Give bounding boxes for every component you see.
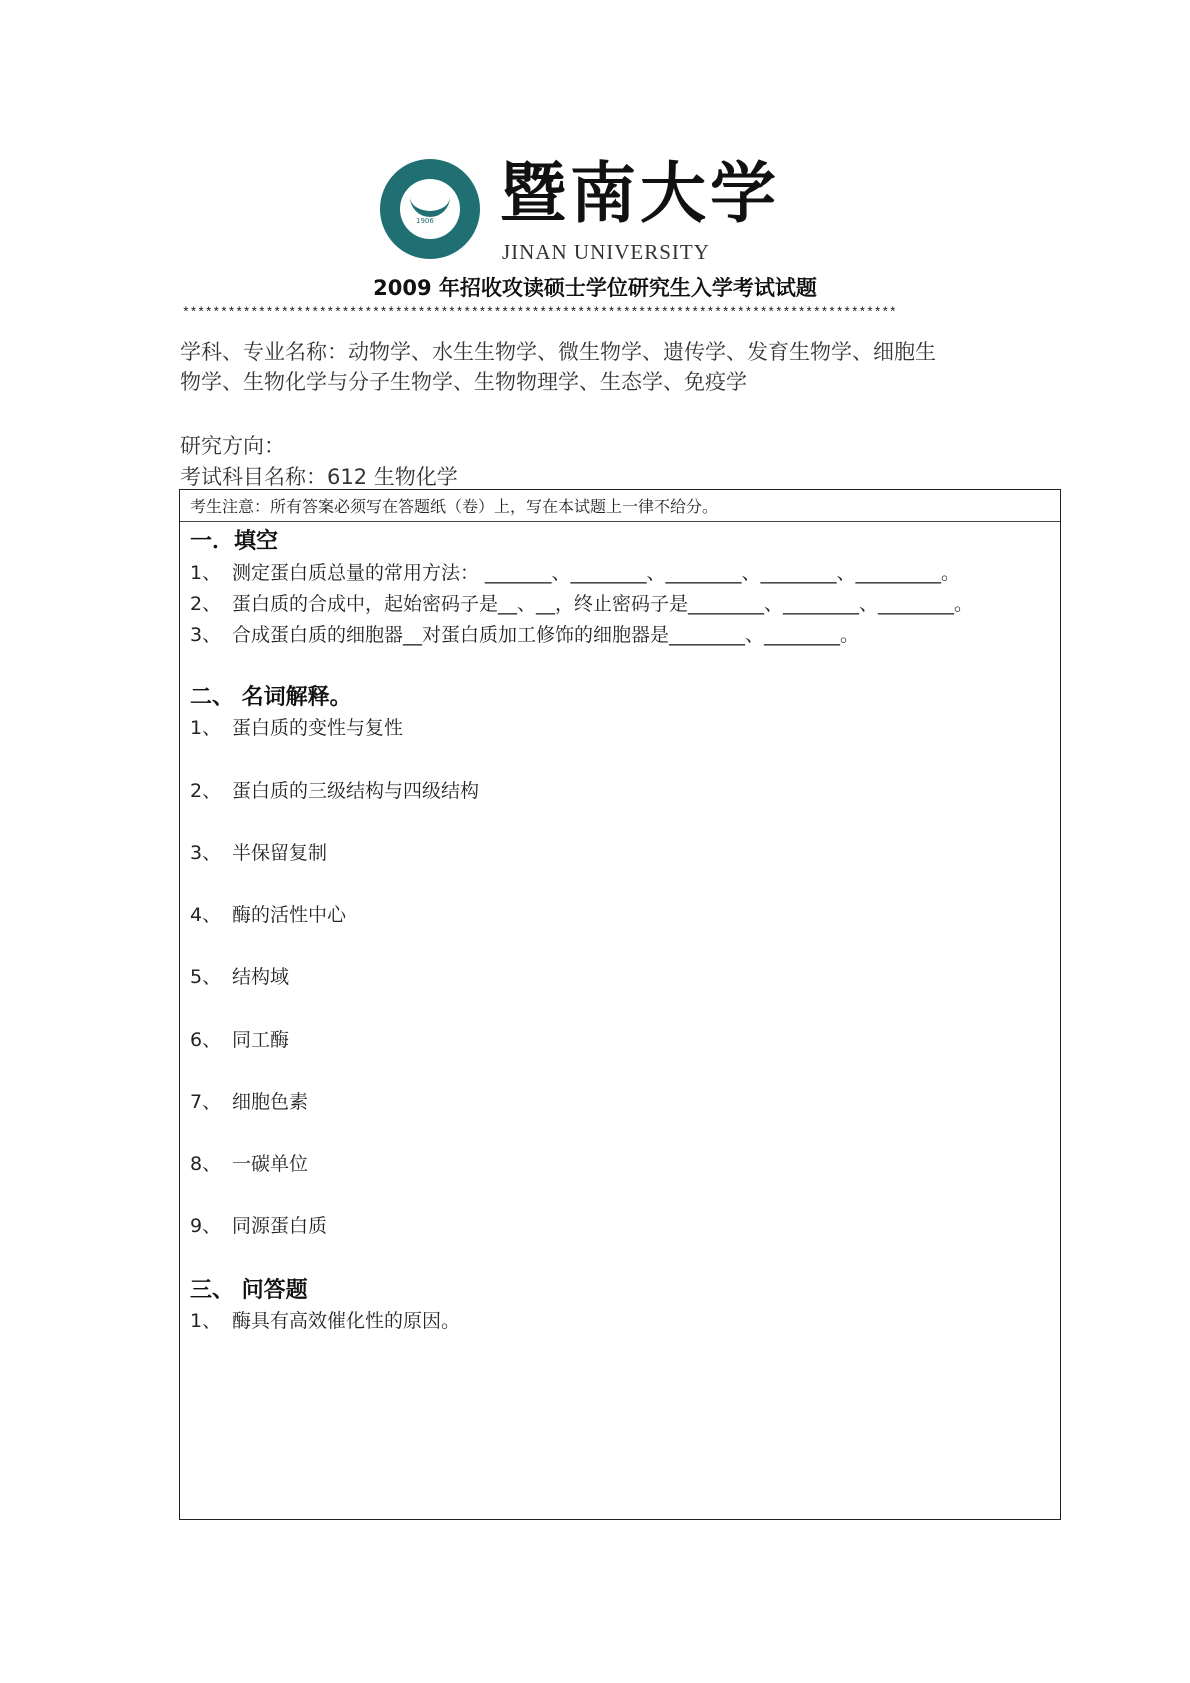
section-heading-fill-blank: 一．填空 bbox=[190, 529, 279, 554]
question-item: 2、 蛋白质的三级结构与四级结构 bbox=[190, 780, 480, 802]
question-item: 1、 酶具有高效催化性的原因。 bbox=[190, 1310, 461, 1332]
logo-name-cn: 暨南大学 bbox=[500, 154, 780, 232]
logo-name-en: JINAN UNIVERSITY bbox=[502, 240, 710, 264]
question-item: 6、 同工酶 bbox=[190, 1029, 290, 1051]
subject-line-2: 物学、生物化学与分子生物学、生物物理学、生态学、免疫学 bbox=[180, 370, 747, 394]
question-item: 4、 酶的活性中心 bbox=[190, 904, 347, 926]
section-heading-terms: 二、 名词解释。 bbox=[190, 685, 352, 710]
question-item: 3、 半保留复制 bbox=[190, 842, 328, 864]
question-item: 8、 一碳单位 bbox=[190, 1153, 309, 1175]
research-direction: 研究方向： bbox=[180, 434, 285, 458]
university-seal-logo bbox=[380, 159, 480, 259]
candidate-notice: 考生注意：所有答案必须写在答题纸（卷）上，写在本试题上一律不给分。 bbox=[190, 497, 719, 516]
section-heading-qa: 三、 问答题 bbox=[190, 1278, 308, 1303]
question-item: 5、 结构域 bbox=[190, 966, 290, 988]
exam-subject-name: 考试科目名称：612 生物化学 bbox=[180, 465, 458, 489]
question-item: 3、 合成蛋白质的细胞器__对蛋白质加工修饰的细胞器是________、________。 bbox=[190, 624, 860, 646]
star-separator: ********************************************************************************************** bbox=[182, 305, 897, 320]
question-item: 2、 蛋白质的合成中，起始密码子是__、__，终止密码子是________、________、________。 bbox=[190, 593, 974, 615]
seal-year: 1906 bbox=[416, 217, 434, 225]
subject-line-1: 学科、专业名称：动物学、水生生物学、微生物学、遗传学、发育生物学、细胞生 bbox=[180, 340, 936, 364]
question-item: 1、 蛋白质的变性与复性 bbox=[190, 717, 404, 739]
question-item: 9、 同源蛋白质 bbox=[190, 1215, 328, 1237]
question-item: 1、 测定蛋白质总量的常用方法： _______、________、________、________、_________。 bbox=[190, 562, 961, 584]
question-item: 7、 细胞色素 bbox=[190, 1091, 309, 1113]
exam-title: 2009 年招收攻读硕士学位研究生入学考试试题 bbox=[373, 276, 817, 300]
